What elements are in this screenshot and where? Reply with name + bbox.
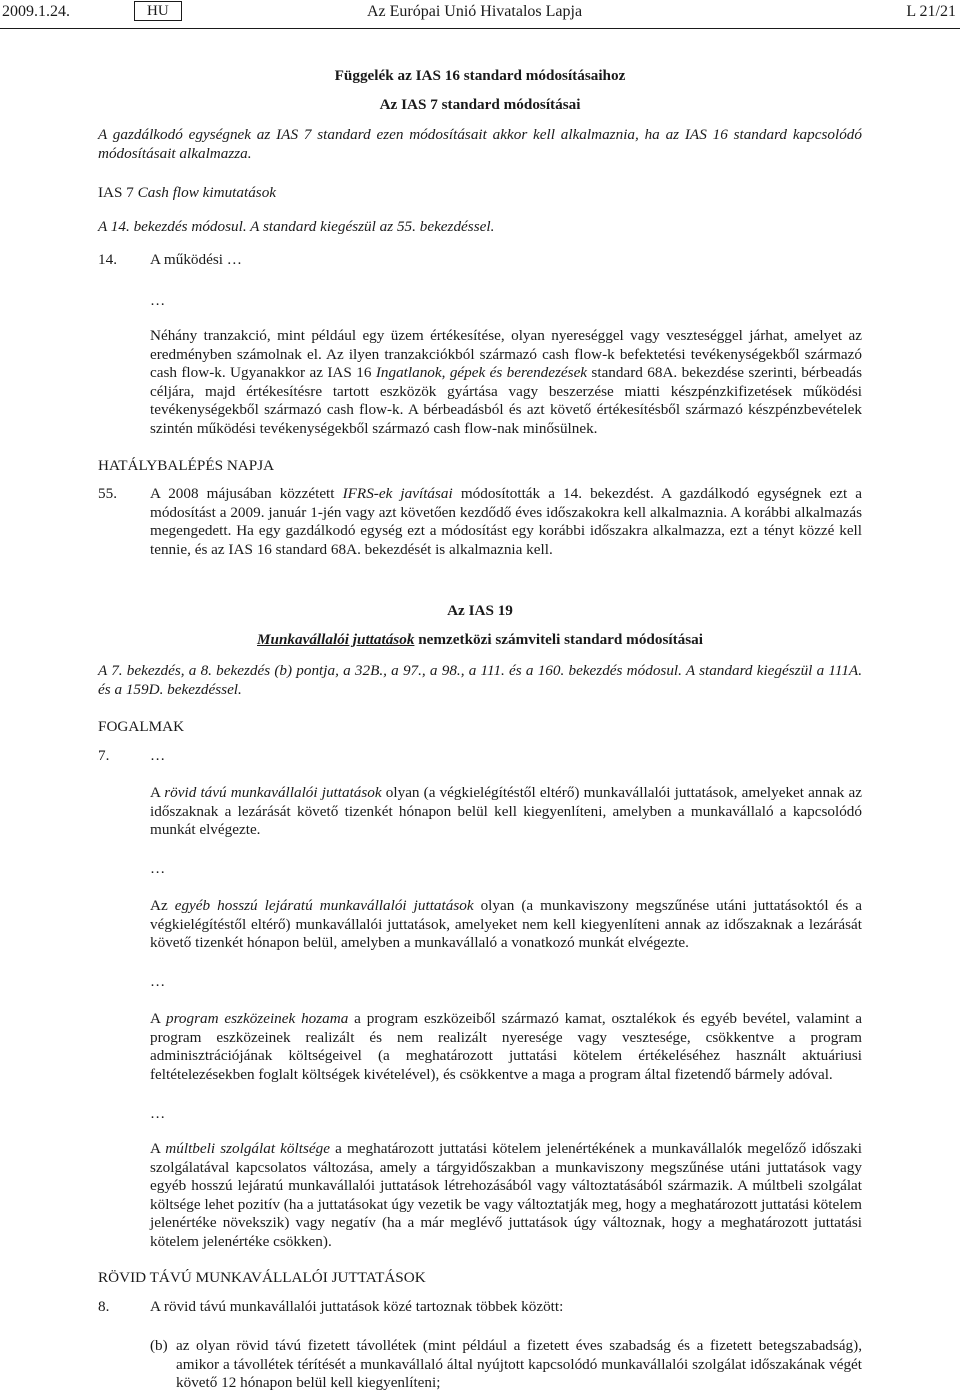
ellipsis: … bbox=[150, 292, 166, 309]
header-divider bbox=[0, 28, 960, 29]
def3-term: program eszközeinek hozama bbox=[165, 1010, 349, 1027]
paragraph-14-body bbox=[150, 327, 862, 438]
journal-title: Az Európai Unió Hivatalos Lapja bbox=[367, 3, 583, 20]
page-number: L 21/21 bbox=[906, 3, 956, 20]
publication-date: 2009.1.24. bbox=[2, 3, 70, 20]
definition-long-term-benefits bbox=[150, 897, 862, 953]
def4-prefix: A bbox=[150, 1140, 166, 1157]
def2-prefix: Az bbox=[150, 897, 175, 914]
ias19-title: Az IAS 19 bbox=[447, 602, 513, 619]
language-badge: HU bbox=[134, 1, 182, 21]
paragraph-14-lead: A működési … bbox=[150, 251, 242, 268]
ellipsis: … bbox=[150, 860, 166, 877]
appendix-intro: A gazdálkodó egységnek az IAS 7 standard ezen módosításait akkor kell alkalmaznia, ha az IAS 16 standard kapcsolódó módosításait alkalmazza. bbox=[98, 126, 862, 162]
paragraph-55-text-a: A 2008 májusában közzétett bbox=[150, 485, 343, 502]
def1-term: rövid távú munkavállalói juttatások bbox=[164, 784, 382, 801]
paragraph-number-7: 7. bbox=[98, 747, 110, 764]
ias7-heading-title: Cash flow kimutatások bbox=[137, 184, 277, 201]
def4-text: a meghatározott juttatási kötelem jelenértékének a munkavállalók megelőző időszaki szolgálatával kapcsolatos változása, amely a tárgyidőszakban a munkaviszony megszűnése utáni juttatások vagy egyéb hosszú lejáratú munkavállalói juttatások létrehozásából vagy változtatásából származik. A múltbeli szolgálat költsége lehet pozitív (ha a juttatásokat úgy vezetik be vagy változtatják meg, hogy a meghatározott juttatási kötelem jelenértéke növekszik) vagy negatív (ha a már meglévő juttatások úgy változnak, hogy a meghatározott juttatási kötelem jelenértéke csökken). bbox=[150, 1140, 862, 1250]
short-term-benefits-heading: RÖVID TÁVÚ MUNKAVÁLLALÓI JUTTATÁSOK bbox=[98, 1269, 426, 1286]
item-label-b: (b) bbox=[150, 1337, 168, 1354]
ias19-amend-note: A 7. bekezdés, a 8. bekezdés (b) pontja, a 32B., a 97., a 98., a 111. és a 160. bekezdés módosul. A standard kiegészül a 111A. és a 159D. bekezdéssel. bbox=[98, 662, 862, 698]
ias7-heading-prefix: IAS 7 bbox=[98, 184, 138, 201]
def3-text: a program eszközeiből származó kamat, osztalékok és egyéb bevétel, valamint a program eszközeinek realizált és nem realizált nyeresége vagy vesztesége, csökkentve a program adminisztrációjának költségeivel (a meghatározott juttatási kötelem értékeléséhez használt aktuáriusi feltételezésekben foglalt költségek kivételével), és csökkentve a maga a program által fizetendő bármely adóval. bbox=[150, 1010, 862, 1083]
ias7-amend-note: A 14. bekezdés módosul. A standard kiegészül az 55. bekezdéssel. bbox=[98, 218, 495, 235]
ias19-subtitle-italic: Munkavállalói juttatások bbox=[257, 631, 415, 648]
def4-term: múltbeli szolgálat költsége bbox=[165, 1140, 330, 1157]
paragraph-8-lead: A rövid távú munkavállalói juttatások közé tartoznak többek között: bbox=[150, 1298, 564, 1315]
ias19-subtitle-rest: nemzetközi számviteli standard módosításai bbox=[414, 631, 703, 648]
def3-prefix: A bbox=[150, 1010, 166, 1027]
ias19-subtitle bbox=[98, 631, 862, 650]
effective-date-heading: HATÁLYBALÉPÉS NAPJA bbox=[98, 457, 275, 474]
def2-text: olyan (a munkaviszony megszűnése utáni juttatásoktól és a végkielégítéstől eltérő) munkavállalói juttatások, amelyeket nem kell kiegyenlíteni annak az időszaknak a lezárását követő tizenkét hónapon belül, amelyben a munkavállaló a vonatkozó munkát elvégezte. bbox=[150, 897, 862, 951]
ias7-heading bbox=[98, 184, 862, 203]
paragraph-14-body-italic: Ingatlanok, gépek és berendezések bbox=[375, 364, 588, 381]
paragraph-number-8: 8. bbox=[98, 1298, 110, 1315]
paragraph-8-item-b: az olyan rövid távú fizetett távollétek (mint például a fizetett éves szabadság és a fizetett betegszabadság), amikor a távollétek térítését a munkavállaló által nyújtott kapcsolódó munkavállalói szolgálat időszakának végét követő 12 hónapon belül kell kiegyenlíteni; bbox=[176, 1337, 862, 1391]
definition-return-on-plan-assets bbox=[150, 1010, 862, 1084]
paragraph-7-ellipsis: … bbox=[150, 747, 166, 764]
paragraph-number-55: 55. bbox=[98, 485, 117, 502]
definition-short-term-benefits bbox=[150, 784, 862, 840]
appendix-subtitle: Az IAS 7 standard módosításai bbox=[379, 96, 581, 113]
def1-text: olyan (a végkielégítéstől eltérő) munkavállalói juttatások, amelyeket annak az időszaknak a lezárását követő tizenkét hónapon belül kell kiegyenlíteni, amelyben a munkavállaló a kapcsolódó munkát elvégezte. bbox=[150, 784, 862, 838]
paragraph-55-body bbox=[150, 485, 862, 559]
paragraph-14-body-end: standard 68A. bekezdése szerinti, bérbeadás céljára, majd értékesítésre tartott eszközök gyártása vagy beszerzése miatti készpénzkifizetések működési tevékenységekből származó cash flow-k. A bérbeadásból és azt követő értékesítésből származó készpénzbevételek szintén működési tevékenységekből származó cash flow-nak minősülnek. bbox=[150, 364, 863, 437]
def1-prefix: A bbox=[150, 784, 165, 801]
appendix-title: Függelék az IAS 16 standard módosításaihoz bbox=[334, 67, 626, 84]
definition-past-service-cost bbox=[150, 1140, 862, 1251]
paragraph-number-14: 14. bbox=[98, 251, 117, 268]
page-header bbox=[0, 3, 960, 25]
ellipsis: … bbox=[150, 1105, 166, 1122]
paragraph-14-body-text: Néhány tranzakció, mint például egy üzem értékesítése, olyan nyereséggel vagy veszteséggel járhat, amelyet az eredményben számolnak el. Az ilyen tranzakciókból származó cash flow-k befektetési tevékenységekből származó cash flow-k. Ugyanakkor az IAS 16 bbox=[150, 327, 862, 381]
definitions-heading: FOGALMAK bbox=[98, 718, 185, 735]
ellipsis: … bbox=[150, 973, 166, 990]
def2-term: egyéb hosszú lejáratú munkavállalói juttatások bbox=[174, 897, 474, 914]
paragraph-55-italic: IFRS-ek javításai bbox=[342, 485, 453, 502]
paragraph-55-text-b: módosították a 14. bekezdést. A gazdálkodó egységnek ezt a módosítást a 2009. január 1-jén vagy azt követően kezdődő éves időszakokra kell alkalmaznia. A korábbi alkalmazás megengedett. Ha egy gazdálkodó egység ezt a módosítást egy korábbi időszakra alkalmazza, ezt a tényt közzé kell tennie, és az IAS 16 standard 68A. bekezdését is alkalmaznia kell. bbox=[150, 485, 862, 558]
